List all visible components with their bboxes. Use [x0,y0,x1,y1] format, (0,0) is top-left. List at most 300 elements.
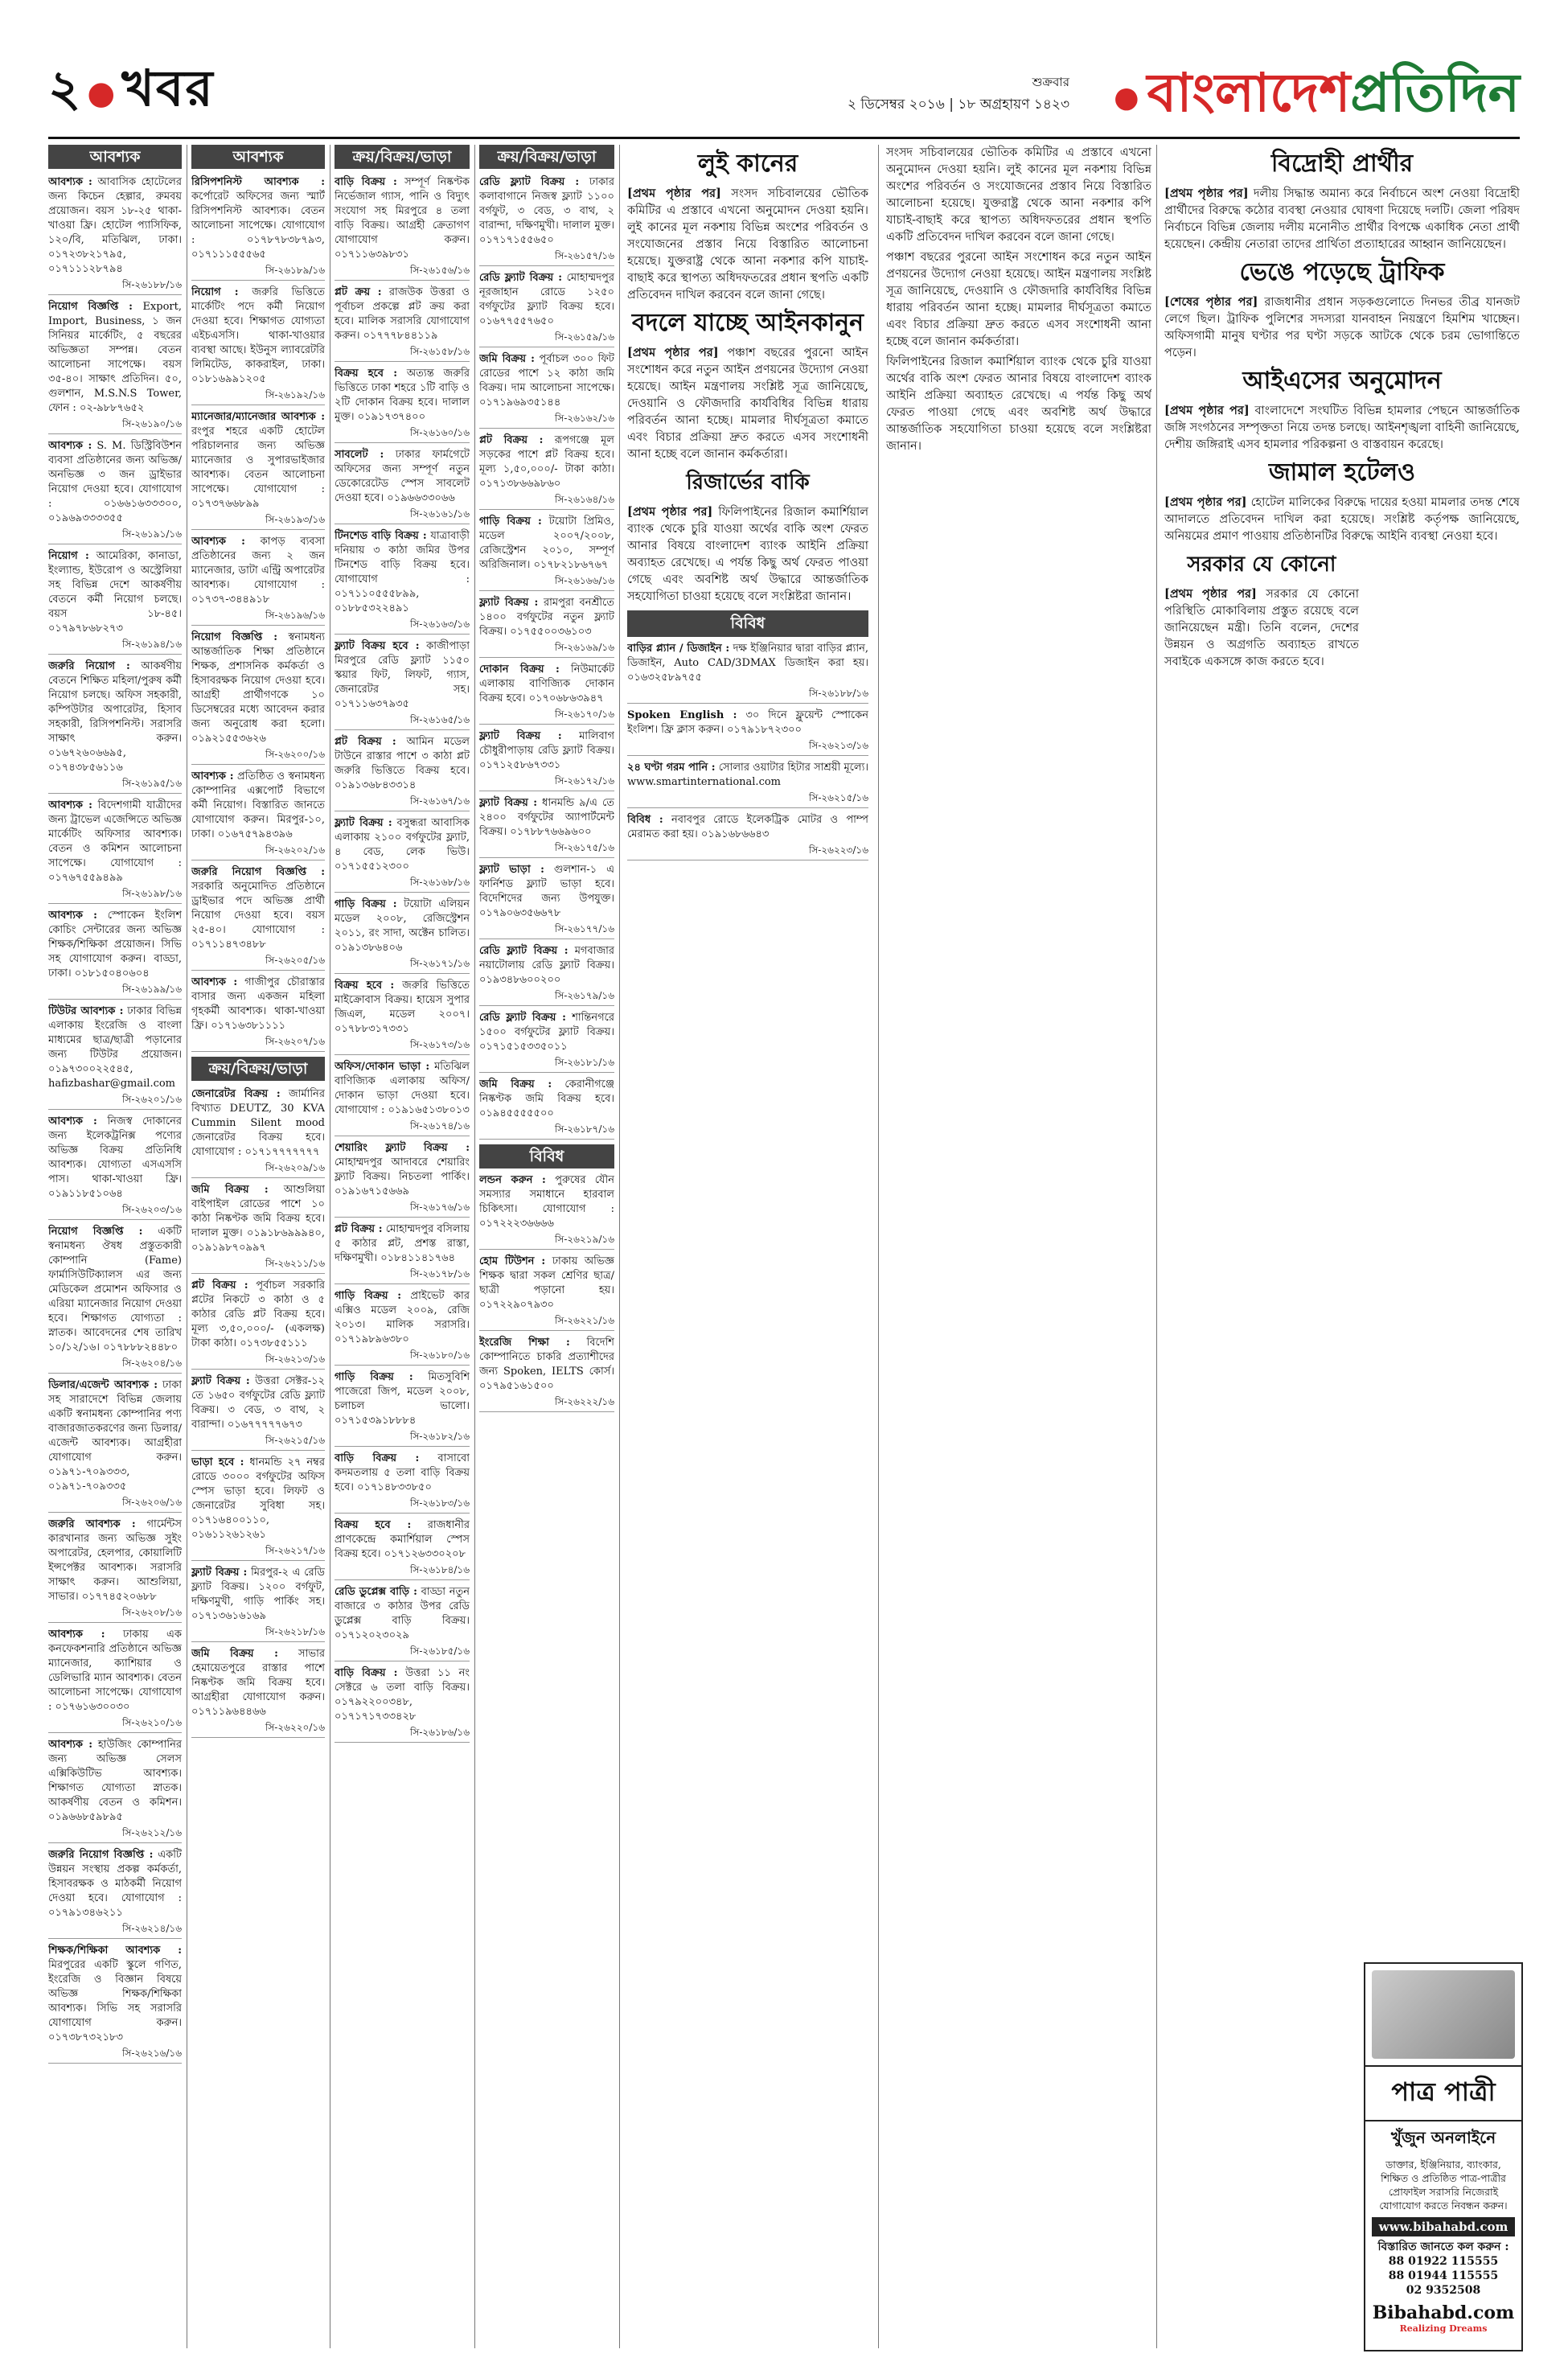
masthead-rule [48,137,1520,139]
ad-lead: ফ্ল্যাট বিক্রয় : [479,597,539,609]
logo-part2: প্রতিদিন [1350,61,1520,124]
news-text: সংসদ সচিবালয়ের ভৌতিক কমিটির এ প্রস্তাবে এখনো অনুমোদন দেওয়া হয়নি। লুই কানের মূল নকশায় বিভিন্ন অংশের পরিবর্তন ও সংযোজনের প্রস্তাব নিয়ে বিস্তারিত আলোচনা হয়েছে। যুক্তরাষ্ট্র থেকে আনা নকশার কপি যাচাই-বাছাই করে স্থাপত্য অধিদফতরের প্রধান স্থপতি একটি প্রতিবেদন দাখিল করবেন বলে জানা গেছে। [627,187,868,302]
classified-ad [479,944,614,1006]
classified-ad [335,639,470,730]
classified-ad [479,175,614,266]
ad-reference: সি-২৬১৮৮/১৬ [627,686,868,704]
ad-reference: সি-২৬১৬৪/১৬ [479,492,614,510]
ad-reference: সি-২৬১৭৩/১৬ [335,1037,470,1055]
ad-reference: সি-২৬২০০/১৬ [191,747,325,765]
ad-website-link[interactable]: www.bibahabd.com [1372,2217,1515,2236]
ad-phone: 88 01944 115555 [1388,2269,1499,2282]
ad-reference: সি-২৬২১৫/১৬ [627,791,868,808]
ad-text: মিরপুরের একটি স্কুলে গণিত, ইংরেজি ও বিজ্ঞান বিষয়ে অভিজ্ঞ শিক্ষক/শিক্ষিকা আবশ্যক। সিভি সহ সরাসরি যোগাযোগ করুন। ০১৭৩৮৭৩২১৮৩ [48,1959,182,2043]
ad-reference: সি-২৬২০৯/১৬ [191,1160,325,1178]
ad-text: অত্যন্ত জরুরি ভিত্তিতে ঢাকা শহরে ১টি বাড়ি ও ২টি দোকান বিক্রয় হবে। দালাল মুক্ত। ০১৯১৭৩৭৪০০ [335,368,470,423]
column-divider [474,145,475,2348]
ad-reference: সি-২৬১৮৮/১৬ [48,277,182,295]
ad-text: S. M. ডিস্ট্রিবিউশন ব্যবসা প্রতিষ্ঠানের জন্য অভিজ্ঞ/অনভিজ্ঞ ৩ জন ড্রাইভার নিয়োগ দেওয়া হবে। যোগাযোগ : ০১৬৬১৬৩৩৩০০, ০১৯৬৯৩৩৩৩৫৫ [48,440,182,524]
ad-text: সম্পূর্ণ নিষ্কণ্টক নির্ভেজাল গ্যাস, পানি ও বিদ্যুৎ সংযোগ সহ মিরপুরে ৪ তলা বাড়ি বিক্রয়। আগ্রহী ক্রেতাগণ যোগাযোগ করুন। ০১৭১১৬৩৯৮৩১ [335,176,470,261]
ad-reference: সি-২৬১৯০/১৬ [48,417,182,434]
ad-lead: টিউটর আবশ্যক : [48,1005,124,1017]
ad-text: গার্মেন্টস কারখানার জন্য অভিজ্ঞ সুইং অপারেটর, হেলপার, কোয়ালিটি ইন্সপেক্টর আবশ্যক। সরাসরি সাক্ষাৎ করুন। আশুলিয়া, সাভার। ০১৭৭৪৫২০৬৮৮ [48,1518,182,1603]
ad-lead: নিয়োগ বিজ্ঞপ্তি : [48,301,133,313]
ad-lead: ফ্ল্যাট বিক্রয় : [479,730,562,742]
classified-column-4 [479,145,614,2348]
news-continuation: [প্রথম পৃষ্ঠার পর] [1164,187,1249,200]
ad-lead: জরুরি নিয়োগ বিজ্ঞপ্তি : [48,1849,154,1861]
classified-ad [191,1566,325,1642]
classified-ad [48,1738,182,1843]
ad-lead: আবশ্যক : [48,1115,97,1127]
ad-reference: সি-২৬১৯২/১৬ [191,388,325,405]
ad-text: মিরপুর-২ এ রেডি ফ্ল্যাট বিক্রয়। ১২০০ বর্গফুট, দক্ষিণমুখী, গাড়ি পার্কিং সহ। ০১৭১৩৬১৬১৬৯ [191,1567,325,1622]
classified-ad [479,1078,614,1140]
news-body [627,503,868,606]
classified-ad [191,1279,325,1370]
ad-reference: সি-২৬২০৬/১৬ [48,1495,182,1513]
ad-lead: বিক্রয় হবে : [335,980,395,992]
classified-ad [48,549,182,655]
classified-ad [335,1222,470,1284]
ad-reference: সি-২৬১৭৫/১৬ [479,840,614,858]
news-text: হোটেল মালিকের বিরুদ্ধে দায়ের হওয়া মামলার তদন্ত শেষে আদালতে প্রতিবেদন দাখিল করা হয়েছে। সংশ্লিষ্ট কর্তৃপক্ষ জানিয়েছে, অনিয়মের প্রমাণ পাওয়ায় প্রতিষ্ঠানটির বিরুদ্ধে আইনি ব্যবস্থা নেওয়া হবে। [1164,496,1520,543]
ad-text: সাভার হেমায়েতপুরে রাস্তার পাশে নিষ্কণ্টক জমি বিক্রয় হবে। আগ্রহীরা যোগাযোগ করুন। ০১৭১১৯৬৪৪৬৬ [191,1648,325,1718]
ad-text: মিতসুবিশি পাজেরো জিপ, মডেল ২০০৮, চলাচল ভালো। ০১৭১৫৩৯১৮৮৮৪ [335,1371,470,1427]
ad-text: টয়োটা এলিয়ন মডেল ২০০৮, রেজিস্ট্রেশন ২০১১, রং সাদা, অক্টেন চালিত। ০১৯১৩৮৬৪০৬ [335,898,470,954]
ad-reference: সি-২৬২১২/১৬ [48,1826,182,1843]
classified-ad [191,410,325,530]
classified-ad [48,799,182,904]
ad-text: ঢাকার কলাবাগানে নিজস্ব ফ্ল্যাট ১১০০ বর্গফুট, ৩ বেড, ৩ বাথ, ২ বারান্দা, দক্ষিণমুখী। দালাল মুক্ত। ০১৭১৭১৫৫৬৫০ [479,176,614,246]
classified-ad [335,1452,470,1514]
ad-list [627,642,868,860]
ad-text: যাত্রাবাড়ী দনিয়ায় ৩ কাঠা জমির উপর টিনশেড বাড়ি বিক্রয় হবে। যোগাযোগ : ০১৭১১০৫৫৫৮৯৯, ০১৮৮৫৩২২৪৯১ [335,530,470,614]
ad-reference: সি-২৬২১৮/১৬ [191,1624,325,1642]
news-body [886,145,1151,246]
issue-date: ২ ডিসেম্বর ২০১৬ | ১৮ অগ্রহায়ণ ১৪২৩ [847,97,1069,113]
ad-logo: Bibahabd.com [1372,2302,1515,2323]
classified-ad [479,796,614,858]
news-text: ফিলিপাইনের রিজাল কমার্শিয়াল ব্যাংক থেকে চুরি যাওয়া অর্থের বাকি অংশ ফেরত আনার বিষয়ে বাংলাদেশ ব্যাংক আইনি প্রক্রিয়া অব্যাহত রেখেছে। এ পর্যন্ত কিছু অর্থ ফেরত পাওয়া গেছে এবং অবশিষ্ট অর্থ উদ্ধারে আন্তর্জাতিক সহযোগিতা চাওয়া হয়েছে বলে সংশ্লিষ্টরা জানান। [886,355,1151,453]
classified-ad [191,630,325,765]
ad-reference: সি-২৬২১৫/১৬ [191,1433,325,1451]
ad-text: Export, Import, Business, ১ জন সিনিয়র মার্কেটিং, ৫ বছরের অভিজ্ঞতা সম্পন্ন। বেতন আলোচনা সাপেক্ষে। বয়স ৩৫-৪০। সাক্ষাৎ প্রতিদিন। ৫০, গুলশান, M.S.N.S Tower, ফোন : ০২-৯৮৮৭৬৫২ [48,301,182,414]
ad-lead: আবশ্যক : [191,976,238,988]
news-continuation: [প্রথম পৃষ্ঠার পর] [627,346,719,359]
ad-list [479,175,614,1140]
ad-lead: গাড়ি বিক্রয় : [335,1290,402,1302]
ad-body: ডাক্তার, ইঞ্জিনিয়ার, ব্যাংকার, শিক্ষিত ও প্রতিষ্ঠিত পাত্র-পাত্রীর প্রোফাইল সরাসরি নিজেরাই যোগাযোগ করতে নিবন্ধন করুন। [1379,2158,1508,2212]
column-divider [1156,145,1157,2348]
classified-ad [191,1647,325,1738]
ad-reference: সি-২৬১৭৮/১৬ [335,1267,470,1284]
news-headline: ভেঙে পড়েছে ট্রাফিক [1239,258,1445,286]
category-heading: ক্রয়/বিক্রয়/ভাড়া [479,145,614,169]
ad-reference: সি-২৬২১৩/১৬ [191,1352,325,1370]
news-text: পঞ্চাশ বছরের পুরনো আইন সংশোধন করে নতুন আইন প্রণয়নের উদ্যোগ নেওয়া হয়েছে। আইন মন্ত্রণালয় সংশ্লিষ্ট সূত্র জানিয়েছে, দেওয়ানি ও ফৌজদারি কার্যবিধির বিভিন্ন ধারায় পরিবর্তন আনা হচ্ছে। মামলার দীর্ঘসূত্রতা কমাতে এবং বিচার প্রক্রিয়া দ্রুত করতে এসব সংশোধনী আনা হচ্ছে বলে জানান কর্মকর্তারা। [627,347,868,461]
ad-reference: সি-২৬২০৫/১৬ [191,953,325,971]
news-body [886,354,1151,455]
ad-lead: প্লট বিক্রয় : [479,434,544,446]
ad-text: ধানমন্ডি ৯/এ তে ২৪০০ বর্গফুটের অ্যাপার্টমেন্ট বিক্রয়। ০১৭৮৮৭৬৬৯৬০০ [479,797,614,838]
ad-reference: সি-২৬১৫৭/১৬ [479,248,614,266]
ad-text: উত্তরা ১১ নং সেক্টরে ৬ তলা বাড়ি বিক্রয়। ০১৭৯২২০০৩৪৮, ০১৭১৭১৭৩৩৪২৮ [335,1667,470,1723]
ad-text: বাসাবো কদমতলায় ৫ তলা বাড়ি বিক্রয় হবে। ০১৭১৪৮৩৩৮৫০ [335,1452,470,1493]
ad-lead: জমি বিক্রয় : [479,353,535,365]
ad-text: আবাসিক হোটেলের জন্য কিচেন হেল্পার, রুমবয় প্রয়োজন। বয়স ১৮-২৫ থাকা-খাওয়া ফ্রি। হোটেল প্যাসিফিক, ১২০/বি, মতিঝিল, ঢাকা। ০১৭২৩৮২১৭৯৫, ০১৭১১১২৮৭৯৪ [48,176,182,275]
news-body [886,249,1151,351]
ad-text: জরুরি ভিত্তিতে মার্কেটিং পদে কর্মী নিয়োগ দেওয়া হবে। শিক্ষাগত যোগ্যতা এইচএসসি। থাকা-খাওয়ার ব্যবস্থা আছে। ইউনুস ল্যাবরেটরি লিমিটেড, কাকরাইল, ঢাকা। ০১৮১৬৯৯১২০৫ [191,286,325,385]
ad-title: পাত্র পাত্রী [1365,2065,1521,2121]
ad-text: নবাবপুর রোডে ইলেকট্রিক মোটর ও পাম্প মেরামত করা হয়। ০১৯১৬৮৬৬৪৩ [627,814,868,840]
ad-text: জার্মানির বিখ্যাত DEUTZ, 30 KVA Cummin Silent mood জেনারেটর বিক্রয় হবে। যোগাযোগ : ০১৭১৭৭৭৭৭৭৭ [191,1088,325,1158]
classified-ad [479,352,614,429]
ad-lead: আবশ্যক : [48,910,97,922]
ad-reference: সি-২৬১৭০/১৬ [479,707,614,725]
ad-text: ঢাকায় অভিজ্ঞ শিক্ষক দ্বারা সকল শ্রেণির ছাত্র/ছাত্রী পড়ানো হয়। ০১৭২২৯০৭৯৩০ [479,1255,614,1311]
ad-lead: রেডি ডুপ্লেক্স বাড়ি : [335,1586,417,1598]
ad-text: কেরানীগঞ্জে নিষ্কণ্টক জমি বিক্রয় হবে। ০১৯৪৫৫৫৫৫০০ [479,1078,614,1119]
ad-text: মালিবাগ চৌধুরীপাড়ায় রেডি ফ্ল্যাট বিক্রয়। ০১৭১২৫৮৬৭৩৩১ [479,730,614,771]
ad-text: রংপুর শহরে একটি হোটেল পরিচালনার জন্য অভিজ্ঞ ম্যানেজার ও সুপারভাইজার আবশ্যক। বেতন আলোচনা সাপেক্ষে। যোগাযোগ : ০১৭৩৭৬৬৮৯৯ [191,425,325,510]
matrimony-ad[interactable] [1364,1962,1523,2351]
ad-text: স্বনামধন্য আন্তর্জাতিক শিক্ষা প্রতিষ্ঠানে শিক্ষক, প্রশাসনিক কর্মকর্তা ও হিসাবরক্ষক নিয়োগ দেওয়া হবে। আগ্রহী প্রার্থীগণকে ১০ ডিসেম্বরের মধ্যে আবেদন করার জন্য অনুরোধ করা হলো। ০১৯২১৫৫৩৬২৬ [191,631,325,745]
ad-text: আকর্ষণীয় বেতনে শিক্ষিত মহিলা/পুরুষ কর্মী নিয়োগ চলছে। অফিস সহকারী, কম্পিউটার অপারেটর, হিসাব সহকারী, রিসিপশনিস্ট। সরাসরি সাক্ষাৎ করুন। ০১৬৭২৬০৬৬৯৫, ০১৭৪৩৮৫৬১১৬ [48,660,182,774]
ad-reference: সি-২৬১৫৮/১৬ [335,344,470,362]
ad-lead: নিয়োগ বিজ্ঞপ্তি : [191,631,278,643]
classified-ad [48,1518,182,1623]
ad-text: বসুন্ধরা আবাসিক এলাকায় ২১০০ বর্গফুটের ফ্ল্যাট, ৪ বেড, লেক ভিউ। ০১৭১৫৫১২৩০০ [335,817,470,873]
ad-text: নিজস্ব দোকানের জন্য ইলেকট্রনিক্স পণ্যের অভিজ্ঞ বিক্রয় প্রতিনিধি আবশ্যক। যোগ্যতা এসএসসি পাস। থাকা-খাওয়া ফ্রি। ০১৯১১৮৫১০৬৪ [48,1115,182,1200]
classified-ad [191,1374,325,1451]
classified-ad [191,175,325,281]
classified-ad [479,433,614,510]
classified-ad [479,1011,614,1073]
couple-photo [1372,1970,1515,2059]
category-heading: বিবিধ [479,1144,614,1169]
classified-ad [335,979,470,1055]
ad-text: ৩০ দিনে ফ্লুয়েন্ট স্পোকেন ইংলিশ। ফ্রি ক্লাস করুন। ০১৭৯১৮৭২৩০০ [627,709,868,736]
ad-lead: জরুরি নিয়োগ বিজ্ঞপ্তি : [191,866,325,878]
news-text: সরকার যে কোনো পরিস্থিতি মোকাবিলায় প্রস্তুত রয়েছে বলে জানিয়েছেন মন্ত্রী। তিনি বলেন, দেশের উন্নয়ন ও অগ্রগতি অব্যাহত রাখতে সবাইকে একসঙ্গে কাজ করতে হবে। [1164,588,1359,668]
classified-ad [335,175,470,281]
ad-reference: সি-২৬২০৩/১৬ [48,1202,182,1220]
classified-ad [335,367,470,443]
classified-ad [479,596,614,658]
news-text: দলীয় সিদ্ধান্ত অমান্য করে নির্বাচনে অংশ নেওয়া বিদ্রোহী প্রার্থীদের বিরুদ্ধে কঠোর ব্যবস্থা নেওয়ার ঘোষণা দিয়েছে দলটি। জেলা পরিষদ নির্বাচনে বিভিন্ন জেলায় দলীয় মনোনীত প্রার্থীর বিপক্ষে একাধিক নেতা প্রার্থী হয়েছেন। কেন্দ্রীয় নেতারা তাদের প্রার্থিতা প্রত্যাহারের আহ্বান জানিয়েছেন। [1164,187,1520,251]
page-number [48,51,215,133]
ad-text: পূর্বাচল ৩০০ ফিট রোডের পাশে ১২ কাঠা জমি বিক্রয়। দাম আলোচনা সাপেক্ষে। ০১৭১৯৬৯৩৫১৪৪ [479,353,614,409]
ad-lead: গাড়ি বিক্রয় : [335,1371,413,1383]
masthead [48,44,1520,133]
news-continuation: [প্রথম পৃষ্ঠার পর] [627,505,713,519]
ad-lead: ভাড়া হবে : [191,1456,244,1468]
category-heading: ক্রয়/বিক্রয়/ভাড়া [335,145,470,169]
ad-text: আশুলিয়া বাইপাইল রোডের পাশে ১০ কাঠা নিষ্কণ্টক জমি বিক্রয় হবে। দালাল মুক্ত। ০১৯১৮৬৯৯৯৪০, ০১৯১৯৮৭০৯৯৭ [191,1184,325,1254]
ad-text: মগবাজার নয়াটোলায় রেডি ফ্ল্যাট বিক্রয়। ০১৯৩৪৮৬০০২০০ [479,945,614,986]
news-headline: জামাল হটেলও [1268,458,1416,487]
news-continuation: [প্রথম পৃষ্ঠার পর] [627,187,721,200]
ad-text: মোহাম্মদপুর নূরজাহান রোডে ১২৫০ বর্গফুটের ফ্ল্যাট বিক্রয় হবে। ০১৬৭৭৫৫৭৬৫০ [479,272,614,327]
classified-ad [627,761,868,808]
ad-reference: সি-২৬১৬৯/১৬ [479,640,614,658]
classified-ad [627,642,868,704]
ad-text: আমেরিকা, কানাডা, ইংল্যান্ড, ইউরোপ ও অস্ট্রেলিয়া সহ বিভিন্ন দেশে আকর্ষণীয় বেতনে কর্মী নিয়োগ চলছে। বয়স ১৮-৪৫। ০১৭৯৭৮৬৮২৭৩ [48,550,182,635]
ad-phone-label: বিস্তারিত জানতে কল করুন : [1377,2241,1509,2253]
news-text: ফিলিপাইনের রিজাল কমার্শিয়াল ব্যাংক থেকে চুরি যাওয়া অর্থের বাকি অংশ ফেরত আনার বিষয়ে বাংলাদেশ ব্যাংক আইনি প্রক্রিয়া অব্যাহত রেখেছে। এ পর্যন্ত কিছু অর্থ ফেরত পাওয়া গেছে এবং অবশিষ্ট অর্থ উদ্ধারে আন্তর্জাতিক সহযোগিতা চাওয়া হয়েছে বলে সংশ্লিষ্টরা জানান। [627,506,868,603]
ad-lead: জমি বিক্রয় : [191,1184,269,1196]
column-divider [878,145,879,2348]
ad-text: বাড্ডা নতুন বাজারে ৩ কাঠার উপর রেডি ডুপ্লেক্স বাড়ি বিক্রয়। ০১৭১২০২৩০২৯ [335,1586,470,1641]
news-body [1164,294,1520,362]
classified-ad [335,1370,470,1447]
news-body [627,344,868,463]
ad-text: বিদেশি কোম্পানিতে চাকরি প্রত্যাশীদের জন্য Spoken, IELTS কোর্স। ০১৭৯৫১৬১৫০০ [479,1337,614,1392]
ad-reference: সি-২৬১৮৬/১৬ [335,1725,470,1743]
news-body [627,185,868,304]
news-body [1164,185,1520,253]
ad-lead: রেডি ফ্ল্যাট বিক্রয় : [479,1012,566,1024]
newspaper-logo [1114,52,1520,141]
classified-ad [479,1173,614,1250]
ad-lead: শিক্ষক/শিক্ষিকা আবশ্যক : [48,1945,182,1957]
ad-list [191,1087,325,1738]
classified-ad [191,975,325,1052]
ad-reference: সি-২৬১৭৬/১৬ [335,1200,470,1218]
classified-ad [48,439,182,544]
classified-ad [335,816,470,893]
classified-ad [335,1060,470,1136]
ad-reference: সি-২৬২২০/১৬ [191,1720,325,1738]
ad-text: নিউমার্কেট এলাকায় বাণিজ্যিক দোকান বিক্রয় হবে। ০১৭০৬৮৬৩৯৪৭ [479,663,614,704]
classified-ad [191,1087,325,1178]
ad-reference: সি-২৬২০১/১৬ [48,1092,182,1110]
section-name: খবর [121,59,215,117]
ad-reference: সি-২৬২২১/১৬ [479,1313,614,1331]
ad-text: বিদেশগামী যাত্রীদের জন্য ট্রাভেল এজেন্সিতে অভিজ্ঞ মার্কেটিং অফিসার আবশ্যক। বেতন ও কমিশন আলোচনা সাপেক্ষে। যোগাযোগ : ০১৭৬৭৫৫৯৪৯৯ [48,799,182,884]
ad-text: স্পোকেন ইংলিশ কোচিং সেন্টারের জন্য অভিজ্ঞ শিক্ষক/শিক্ষিকা প্রয়োজন। সিভি সহ যোগাযোগ করুন। বাড্ডা, ঢাকা। ০১৮১৫০৪০৬০৪ [48,910,182,980]
logo-part1: বাংলাদেশ [1147,61,1351,124]
classified-ad [479,863,614,939]
ad-lead: শেয়ারিং ফ্ল্যাট বিক্রয় : [335,1142,470,1154]
ad-lead: ডিলার/এজেন্ট আবশ্যক : [48,1379,158,1391]
ad-lead: বাড়ি বিক্রয় : [335,1452,420,1464]
classified-ad [627,709,868,756]
news-text: বাংলাদেশে সংঘটিত বিভিন্ন হামলার পেছনে আন্তর্জাতিক জঙ্গি সংগঠনের সম্পৃক্ততা নিয়ে তদন্ত চলছে। আইনশৃঙ্খলা বাহিনী জানিয়েছে, দেশীয় জঙ্গিরাই এসব হামলার পরিকল্পনা ও বাস্তবায়ন করেছে। [1164,405,1520,451]
news-column-a [627,145,868,2348]
classified-ad [479,1255,614,1331]
ad-reference: সি-২৬১৬৮/১৬ [335,875,470,893]
ad-lead: আবশ্যক : [191,770,234,782]
ad-lead: ফ্ল্যাট ভাড়া : [479,864,544,876]
page-number-value: ২ [48,59,83,117]
ad-reference: সি-২৬১৭২/১৬ [479,774,614,791]
news-headline: বিদ্রোহী প্রার্থীর [1270,150,1414,178]
news-headline: রিজার্ভের বাকি [686,470,810,495]
classified-ad [48,1115,182,1220]
ad-reference: সি-২৬১৮২/১৬ [335,1429,470,1447]
logo-dot-icon: ● [1114,80,1139,114]
ad-text: টয়োটা প্রিমিও, মডেল ২০০৭/২০০৮, রেজিস্ট্রেশন ২০১০, সম্পূর্ণ অরিজিনাল। ০১৭৮২১৮৬৭৬৭ [479,515,614,571]
ad-list [479,1173,614,1412]
classified-ad [48,1944,182,2064]
classified-ad [479,729,614,791]
ad-text: রাজউক উত্তরা ও পূর্বাচল প্রকল্পে প্লট ক্রয় করা হবে। মালিক সরাসরি যোগাযোগ করুন। ০১৭৭৭৮৪৪১১৯ [335,286,470,342]
ad-reference: সি-২৬১৭৭/১৬ [479,922,614,939]
ad-lead: জমি বিক্রয় : [191,1648,278,1660]
ad-reference: সি-২৬১৬০/১৬ [335,425,470,443]
ad-reference: সি-২৬১৯৮/১৬ [48,886,182,904]
ad-text: পূর্বাচল সরকারি প্লটের নিকটে ৩ কাঠা ও ৫ কাঠার রেডি প্লট বিক্রয় হবে। মূল্য ৩,৫০,০০০/- (একলক্ষ) টাকা কাঠা। ০১৭৩৮৫৫১১১ [191,1279,325,1349]
ad-reference: সি-২৬১৬৫/১৬ [335,713,470,730]
ad-lead: আবশ্যক : [48,1629,105,1641]
ad-lead: ইংরেজি শিক্ষা : [479,1337,570,1349]
classified-ad [335,735,470,811]
ad-reference: সি-২৬১৮৩/১৬ [335,1496,470,1514]
classified-ad [335,448,470,524]
ad-lead: বাড়ির প্ল্যান / ডিজাইন : [627,643,730,655]
classified-ad [479,1336,614,1412]
ad-reference: সি-২৬২০৭/১৬ [191,1034,325,1052]
news-body [1164,494,1520,545]
classified-ad [48,1378,182,1513]
ad-reference: সি-২৬১৬৬/১৬ [479,573,614,591]
classified-ad [48,1004,182,1110]
classified-ad [48,909,182,1000]
classified-ad [48,659,182,794]
category-heading: আবশ্যক [191,145,325,169]
classified-ad [191,1183,325,1274]
ad-tagline: Realizing Dreams [1399,2323,1488,2334]
ad-lead: বিক্রয় হবে : [335,1519,412,1531]
ad-text: ঢাকার ফার্মগেটে অফিসের জন্য সম্পূর্ণ নতুন ডেকোরেটেড স্পেস সাবলেট দেওয়া হবে। ০১৯৬৬৩৩০৬৬ [335,449,470,504]
ad-lead: জরুরি আবশ্যক : [48,1518,136,1530]
classified-ad [191,1456,325,1561]
ad-reference: সি-২৬১৮৯/১৬ [191,263,325,281]
ad-reference: সি-২৬১৮৫/১৬ [335,1644,470,1661]
bullet-icon: ● [87,73,117,112]
ad-text: মোহাম্মদপুর আদাবরে শেয়ারিং ফ্ল্যাট বিক্রয়। নিচতলা পার্কিং। ০১৯১৬৭১৫৬৬৯ [335,1156,470,1197]
ad-lead: নিয়োগ : [191,286,239,298]
ad-phone: 88 01922 115555 [1388,2255,1499,2268]
ad-lead: রেডি ফ্ল্যাট বিক্রয় : [479,945,569,957]
ad-reference: সি-২৬২১০/১৬ [48,1715,182,1733]
ad-text: রূপগঞ্জে মূল সড়কের পাশে প্লট বিক্রয় হবে। মূল্য ১,৫০,০০০/- টাকা কাঠা। ০১৭১৩৮৬৬৯৮৬০ [479,434,614,490]
classified-ad [191,285,325,405]
column-divider [619,145,620,2348]
ad-reference: সি-২৬২২৩/১৬ [627,843,868,860]
classified-ad [48,300,182,434]
ad-lead: জেনারেটর বিক্রয় : [191,1088,281,1100]
ad-lead: ফ্ল্যাট বিক্রয় : [191,1375,250,1387]
ad-lead: রেডি ফ্ল্যাট বিক্রয় : [479,176,580,188]
ad-lead: ফ্ল্যাট বিক্রয় হবে : [335,640,420,652]
classified-ad [335,1518,470,1580]
ad-lead: ২৪ ঘণ্টা গরম পানি : [627,762,716,774]
ad-reference: সি-২৬২১৬/১৬ [48,2046,182,2064]
ad-text: ধানমন্ডি ২৭ নম্বর রোডে ৩০০০ বর্গফুটের অফিস স্পেস ভাড়া হবে। লিফট ও জেনারেটর সুবিধা সহ। ০১৭১৬৪০০১১০, ০১৬১১২৬১২৬১ [191,1456,325,1541]
classified-ad [335,1585,470,1661]
ad-lead: বিক্রয় হবে : [335,368,398,380]
ad-text: মতিঝিল বাণিজ্যিক এলাকায় অফিস/দোকান ভাড়া দেওয়া হবে। যোগাযোগ : ০১৯১৬৫১৩৮০১৩ [335,1061,470,1116]
news-continuation: [প্রথম পৃষ্ঠার পর] [1164,587,1257,601]
classified-ad [335,285,470,362]
ad-text: কর্পোরেট অফিসের জন্য স্মার্ট রিসিপশনিস্ট আবশ্যক। বেতন আলোচনা সাপেক্ষে। যোগাযোগ : ০১৭৮৭৮৩৮৭৯৩, ০১৭১১১৫৫৫৬৫ [191,191,325,261]
ad-reference: সি-২৬১৭১/১৬ [335,956,470,974]
ad-text: একটি উন্নয়ন সংস্থায় প্রকল্প কর্মকর্তা, হিসাবরক্ষক ও মাঠকর্মী নিয়োগ দেওয়া হবে। যোগাযোগ : ০১৭৯১৩৪৬২১১ [48,1849,182,1919]
ad-text: গুলশান-১ এ ফার্নিশড ফ্ল্যাট ভাড়া হবে। বিদেশিদের জন্য উপযুক্ত। ০১৭৯০৬৩৫৬৬৭৮ [479,864,614,919]
ad-text: রামপুরা বনশ্রীতে ১৪০০ বর্গফুটের নতুন ফ্ল্যাট বিক্রয়। ০১৭৫৫০০৩৬১০৩ [479,597,614,638]
ad-lead: গাড়ি বিক্রয় : [479,515,542,528]
ad-reference: সি-২৬২১৯/১৬ [479,1232,614,1250]
ad-lead: ফ্ল্যাট বিক্রয় : [479,797,537,809]
ad-text: ঢাকা সহ সারাদেশে বিভিন্ন জেলায় একটি স্বনামধন্য কোম্পানির পণ্য বাজারজাতকরণের জন্য ডিলার/এজেন্ট আবশ্যক। আগ্রহীরা যোগাযোগ করুন। ০১৯৭১-৭০৯৩৩৩, ০১৯৭১-৭০৯৩৩৫ [48,1379,182,1493]
ad-reference: সি-২৬১৮৪/১৬ [335,1563,470,1580]
ad-text: সোলার ওয়াটার হিটার সাশ্রয়ী মূল্যে। www.smartinternational.com [627,762,868,788]
ad-list [335,175,470,1743]
news-text: রাজধানীর প্রধান সড়কগুলোতে দিনভর তীব্র যানজট লেগে ছিল। ট্রাফিক পুলিশের সদস্যরা যানবাহন নিয়ন্ত্রণে হিমশিম খাচ্ছেন। অফিসগামী মানুষ ঘণ্টার পর ঘণ্টা সড়কে আটকে থেকে চরম ভোগান্তিতে পড়েন। [1164,296,1520,359]
ad-lead: Spoken English : [627,709,737,721]
news-continuation: [শেষের পৃষ্ঠার পর] [1164,295,1258,309]
ad-lead: ফ্ল্যাট বিক্রয় : [335,817,392,829]
ad-text: উত্তরা সেক্টর-১২ তে ১৬৫০ বর্গফুটের রেডি ফ্ল্যাট বিক্রয়। ৩ বেড, ৩ বাথ, ২ বারান্দা। ০১৬৭৭৭৭৭৬৭৩ [191,1375,325,1431]
ad-lead: আবশ্যক : [48,176,92,188]
ad-reference: সি-২৬১৫৯/১৬ [479,330,614,347]
ad-lead: বিবিধ : [627,814,663,826]
ad-reference: সি-২৬১৭৯/১৬ [479,988,614,1006]
classified-ad [479,663,614,725]
ad-reference: সি-২৬১৯১/১৬ [48,527,182,544]
category-heading: বিবিধ [627,610,868,637]
ad-lead: নিয়োগ বিজ্ঞপ্তি : [48,1226,143,1238]
ad-text: প্রাইভেট কার এক্সিও মডেল ২০০৯, রেজি ২০১৩। মালিক সরাসরি। ০১৭১৯৮৯৬৩৮০ [335,1290,470,1345]
ad-text: প্রতিষ্ঠিত ও স্বনামধন্য কোম্পানির এক্সপোর্ট বিভাগে কর্মী নিয়োগ। বিস্তারিত জানতে যোগাযোগ করুন। মিরপুর-১০, ঢাকা। ০১৬৭৫৭৯৪৩৯৬ [191,770,325,840]
ad-lead: হোম টিউশন : [479,1255,546,1267]
ad-lead: রিসিপশনিস্ট আবশ্যক : [191,176,325,188]
classified-ad [48,1848,182,1939]
ad-lead: প্লট বিক্রয় : [335,1223,383,1235]
classified-ad [479,271,614,347]
classified-ad [48,175,182,295]
ad-lead: বাড়ি বিক্রয় : [335,176,397,188]
ad-text: মোহাম্মদপুর বসিলায় ৫ কাঠার প্লট, প্রশস্ত রাস্তা, দক্ষিণমুখী। ০১৮৪১১৪১৭৬৪ [335,1223,470,1264]
ad-reference: সি-২৬২২২/১৬ [479,1394,614,1412]
ad-lead: রেডি ফ্ল্যাট বিক্রয় : [479,272,562,284]
ad-reference: সি-২৬২১৪/১৬ [48,1921,182,1939]
news-headline: বদলে যাচ্ছে আইনকানুন [631,309,864,337]
ad-reference: সি-২৬১৬১/১৬ [335,507,470,524]
ad-list [191,175,325,1052]
ad-reference: সি-২৬২০২/১৬ [191,843,325,860]
classified-ad [191,865,325,971]
ad-lead: লন্ডন করুন : [479,1174,546,1186]
ad-reference: সি-২৬১৯৩/১৬ [191,512,325,530]
ad-lead: টিনশেড বাড়ি বিক্রয় : [335,530,427,542]
ad-reference: সি-২৬১৬৭/১৬ [335,794,470,811]
ad-lead: দোকান বিক্রয় : [479,663,560,676]
ad-lead: আবশ্যক : [48,799,92,811]
ad-reference: সি-২৬১৬২/১৬ [479,411,614,429]
ad-text: ঢাকার বিভিন্ন এলাকায় ইংরেজি ও বাংলা মাধ্যমের ছাত্র/ছাত্রী পড়ানোর জন্য টিউটর প্রয়োজন। ০১৯৭৩০০২২৫৪৫, hafizbashar@gmail.com [48,1005,182,1090]
ad-reference: সি-২৬২০৪/১৬ [48,1356,182,1374]
ad-text: পুরুষের যৌন সমস্যার সমাধানে হারবাল চিকিৎসা। যোগাযোগ : ০১৭২২২৩৬৬৬৬ [479,1174,614,1230]
issue-day: শুক্রবার [1032,75,1069,89]
ad-reference: সি-২৬১৮১/১৬ [479,1055,614,1073]
ad-reference: সি-২৬১৮০/১৬ [335,1348,470,1366]
classified-column-2 [191,145,325,2348]
ad-lead: জরুরি নিয়োগ : [48,660,130,672]
